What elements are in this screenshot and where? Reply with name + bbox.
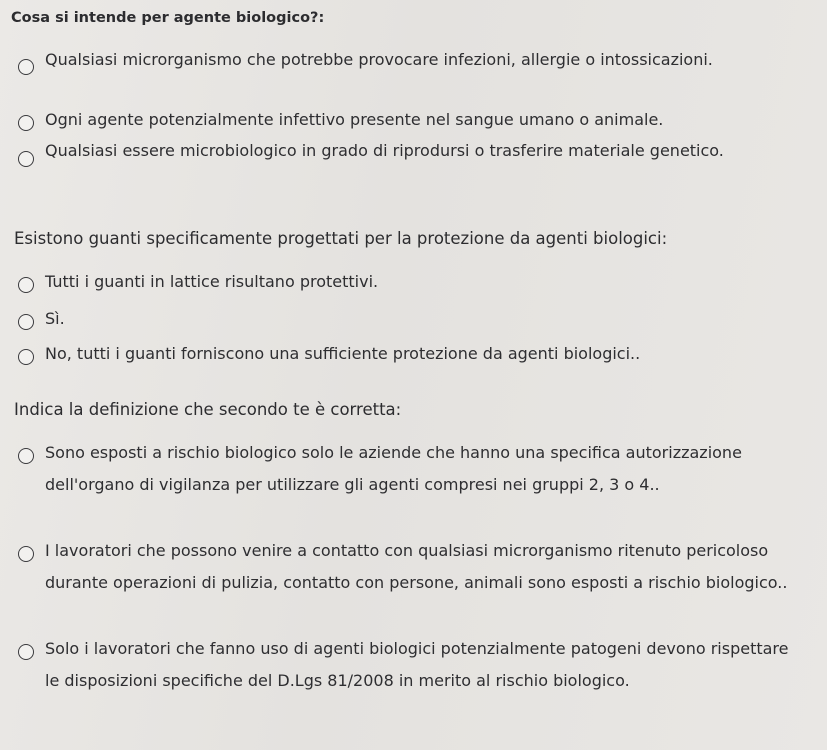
question-1-title: Cosa si intende per agente biologico?: xyxy=(11,10,325,26)
option-label: Tutti i guanti in lattice risultano protettivi. xyxy=(45,272,379,291)
radio-button[interactable] xyxy=(18,546,34,562)
radio-button[interactable] xyxy=(18,314,34,330)
option-label: I lavoratori che possono venire a contatto con qualsiasi microrganismo ritenuto pericoloso durante operazioni di pulizia, contatto con persone, animali sono esposti a rischio biologico.. xyxy=(45,541,788,592)
option-label: Sono esposti a rischio biologico solo le aziende che hanno una specifica autorizzazione dell'organo di vigilanza per utilizzare gli agenti compresi nei gruppi 2, 3 o 4.. xyxy=(45,443,742,494)
radio-button[interactable] xyxy=(18,448,34,464)
option-label: Sì. xyxy=(45,309,65,328)
radio-button[interactable] xyxy=(18,151,34,167)
question-3-title: Indica la definizione che secondo te è corretta: xyxy=(14,400,402,419)
option-label: Solo i lavoratori che fanno uso di agenti biologici potenzialmente patogeni devono rispettare le disposizioni specifiche del D.Lgs 81/2008 in merito al rischio biologico. xyxy=(45,639,789,690)
radio-button[interactable] xyxy=(18,644,34,660)
option-label: Qualsiasi microrganismo che potrebbe provocare infezioni, allergie o intossicazioni. xyxy=(45,50,713,69)
radio-button[interactable] xyxy=(18,349,34,365)
option-label: Qualsiasi essere microbiologico in grado di riprodursi o trasferire materiale genetico. xyxy=(45,141,724,160)
radio-button[interactable] xyxy=(18,59,34,75)
question-2-title: Esistono guanti specificamente progettati per la protezione da agenti biologici: xyxy=(14,229,668,248)
option-label: No, tutti i guanti forniscono una sufficiente protezione da agenti biologici.. xyxy=(45,344,641,363)
radio-button[interactable] xyxy=(18,277,34,293)
radio-button[interactable] xyxy=(18,115,34,131)
option-label: Ogni agente potenzialmente infettivo presente nel sangue umano o animale. xyxy=(45,110,664,129)
